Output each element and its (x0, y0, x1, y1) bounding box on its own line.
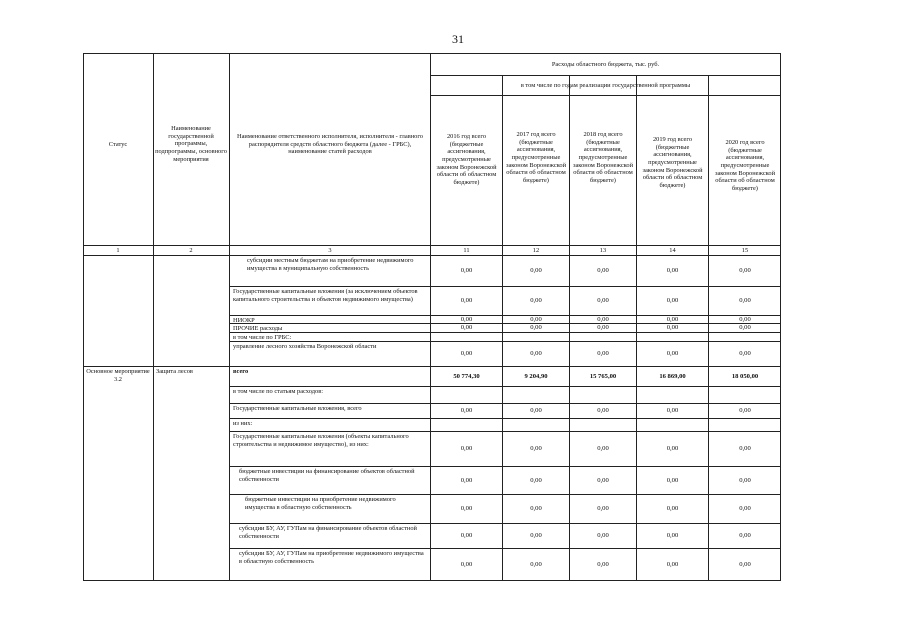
row-value: 0,00 (530, 477, 542, 484)
row-value: 0,00 (597, 445, 609, 452)
row-value: 0,00 (460, 324, 473, 331)
row-value: 0,00 (739, 505, 751, 512)
event-status: Основное мероприятие 3.2 (86, 368, 150, 383)
row-value: 0,00 (739, 532, 751, 539)
row-label: Государственные капитальные вложения (объекты капитального строительства и недвижимое имущество), из них: (233, 433, 409, 448)
row-value: 0,00 (530, 324, 542, 331)
row-label: субсидии БУ, АУ, ГУПам на приобретение недвижимого имущества в областную собственность (239, 550, 424, 565)
row-label: бюджетные инвестиции на приобретение недвижимого имущества в областную собственность (245, 496, 396, 511)
header-year-2017: 2017 год всего (бюджетные ассигнования, предусмотренные законом Воронежской области об областном бюджете) (505, 131, 567, 185)
row-value: 0,00 (460, 561, 473, 568)
row-value: 0,00 (597, 532, 609, 539)
row-value: 0,00 (530, 297, 542, 304)
row-value: 0,00 (597, 477, 609, 484)
row-value: 0,00 (597, 407, 609, 414)
row-value: 0,00 (460, 532, 473, 539)
header-executor: Наименование ответственного исполнителя, исполнителя - главного распорядителя средств областного бюджета (далее - ГРБС), наименование статей расходов (236, 133, 424, 156)
row-label: НИОКР (233, 317, 255, 323)
row-value: 0,00 (460, 316, 473, 323)
row-value: 0,00 (739, 297, 751, 304)
row-label: из них: (233, 420, 253, 427)
row-value: 0,00 (460, 297, 473, 304)
row-label: Государственные капитальные вложения, всего (233, 405, 362, 412)
row-value: 0,00 (530, 532, 542, 539)
row-value: 0,00 (530, 561, 542, 568)
row-value: 0,00 (739, 445, 751, 452)
row-value: 0,00 (739, 267, 751, 274)
row-value: 0,00 (666, 407, 679, 414)
col-number: 15 (741, 247, 749, 254)
row-label: субсидии БУ, АУ, ГУПам на финансирование объектов областной собственности (239, 525, 417, 540)
row-value: 0,00 (739, 561, 751, 568)
col-number: 1 (116, 247, 120, 254)
header-status: Статус (108, 141, 128, 148)
row-label: в том числе по статьям расходов: (233, 388, 323, 395)
header-program-name: Наименование государственной программы, подпрограммы, основного мероприятия (155, 125, 227, 163)
row-value: 0,00 (460, 477, 473, 484)
row-label: ПРОЧИЕ расходы (233, 325, 283, 332)
row-value: 0,00 (597, 267, 609, 274)
row-label: всего (233, 368, 249, 375)
col-number: 12 (532, 247, 540, 254)
row-label: управление лесного хозяйства Воронежской области (233, 343, 377, 350)
row-value: 0,00 (739, 477, 751, 484)
row-value: 0,00 (530, 316, 542, 323)
row-value: 0,00 (597, 561, 609, 568)
row-value: 0,00 (530, 267, 542, 274)
col-number: 2 (189, 247, 193, 254)
row-label: бюджетные инвестиции на финансирование объектов областной собственности (239, 468, 415, 483)
row-value: 0,00 (739, 350, 751, 357)
row-value: 16 869,00 (659, 373, 686, 380)
row-value: 15 765,00 (589, 373, 617, 380)
budget-table (83, 53, 781, 581)
row-value: 0,00 (530, 407, 542, 414)
col-number: 11 (463, 247, 470, 254)
row-value: 0,00 (597, 316, 609, 323)
row-value: 0,00 (666, 505, 679, 512)
row-value: 0,00 (739, 324, 751, 331)
row-label: субсидии местным бюджетам на приобретение недвижимого имущества в муниципальную собственность (247, 257, 414, 272)
row-value: 0,00 (460, 505, 473, 512)
row-label: Государственные капитальные вложения (за исключением объектов капитального строительства и объектов недвижимого имущества) (233, 288, 418, 303)
header-expenses: Расходы областного бюджета, тыс. руб. (551, 61, 660, 68)
row-value: 0,00 (666, 350, 679, 357)
header-year-2018: 2018 год всего (бюджетные ассигнования, предусмотренные законом Воронежской области об областном бюджете) (572, 131, 634, 185)
event-name: Защита лесов (156, 368, 193, 375)
row-value: 0,00 (739, 316, 751, 323)
row-value: 0,00 (460, 407, 473, 414)
row-value: 0,00 (666, 445, 679, 452)
row-value: 9 204,90 (524, 373, 548, 380)
row-value: 0,00 (666, 316, 679, 323)
row-value: 18 050,00 (731, 373, 759, 380)
row-value: 0,00 (666, 561, 679, 568)
row-value: 0,00 (460, 267, 473, 274)
col-number: 14 (669, 247, 676, 254)
page-number: 31 (452, 32, 464, 46)
row-value: 0,00 (460, 445, 473, 452)
header-year-2019: 2019 год всего (бюджетные ассигнования, предусмотренные законом Воронежской области об областном бюджете) (642, 136, 703, 190)
row-value: 0,00 (666, 477, 679, 484)
row-label: в том числе по ГРБС: (233, 334, 292, 341)
row-value: 0,00 (460, 350, 473, 357)
header-by-years: в том числе по годам реализации государственной программы (520, 82, 691, 89)
row-value: 0,00 (666, 297, 679, 304)
col-number: 13 (599, 247, 607, 254)
row-value: 0,00 (530, 350, 542, 357)
row-value: 0,00 (666, 324, 679, 331)
row-value: 0,00 (666, 267, 679, 274)
row-value: 0,00 (666, 532, 679, 539)
row-value: 50 774,30 (453, 373, 480, 380)
row-value: 0,00 (597, 350, 609, 357)
row-value: 0,00 (739, 407, 751, 414)
header-year-2020: 2020 год всего (бюджетные ассигнования, предусмотренные законом Воронежской области об областном бюджете) (714, 139, 776, 193)
row-value: 0,00 (530, 505, 542, 512)
row-value: 0,00 (597, 505, 609, 512)
row-value: 0,00 (597, 297, 609, 304)
row-value: 0,00 (530, 445, 542, 452)
row-value: 0,00 (597, 324, 609, 331)
header-year-2016: 2016 год всего (бюджетные ассигнования, предусмотренные законом Воронежской области об областном бюджете) (436, 133, 497, 187)
col-number: 3 (328, 247, 332, 254)
